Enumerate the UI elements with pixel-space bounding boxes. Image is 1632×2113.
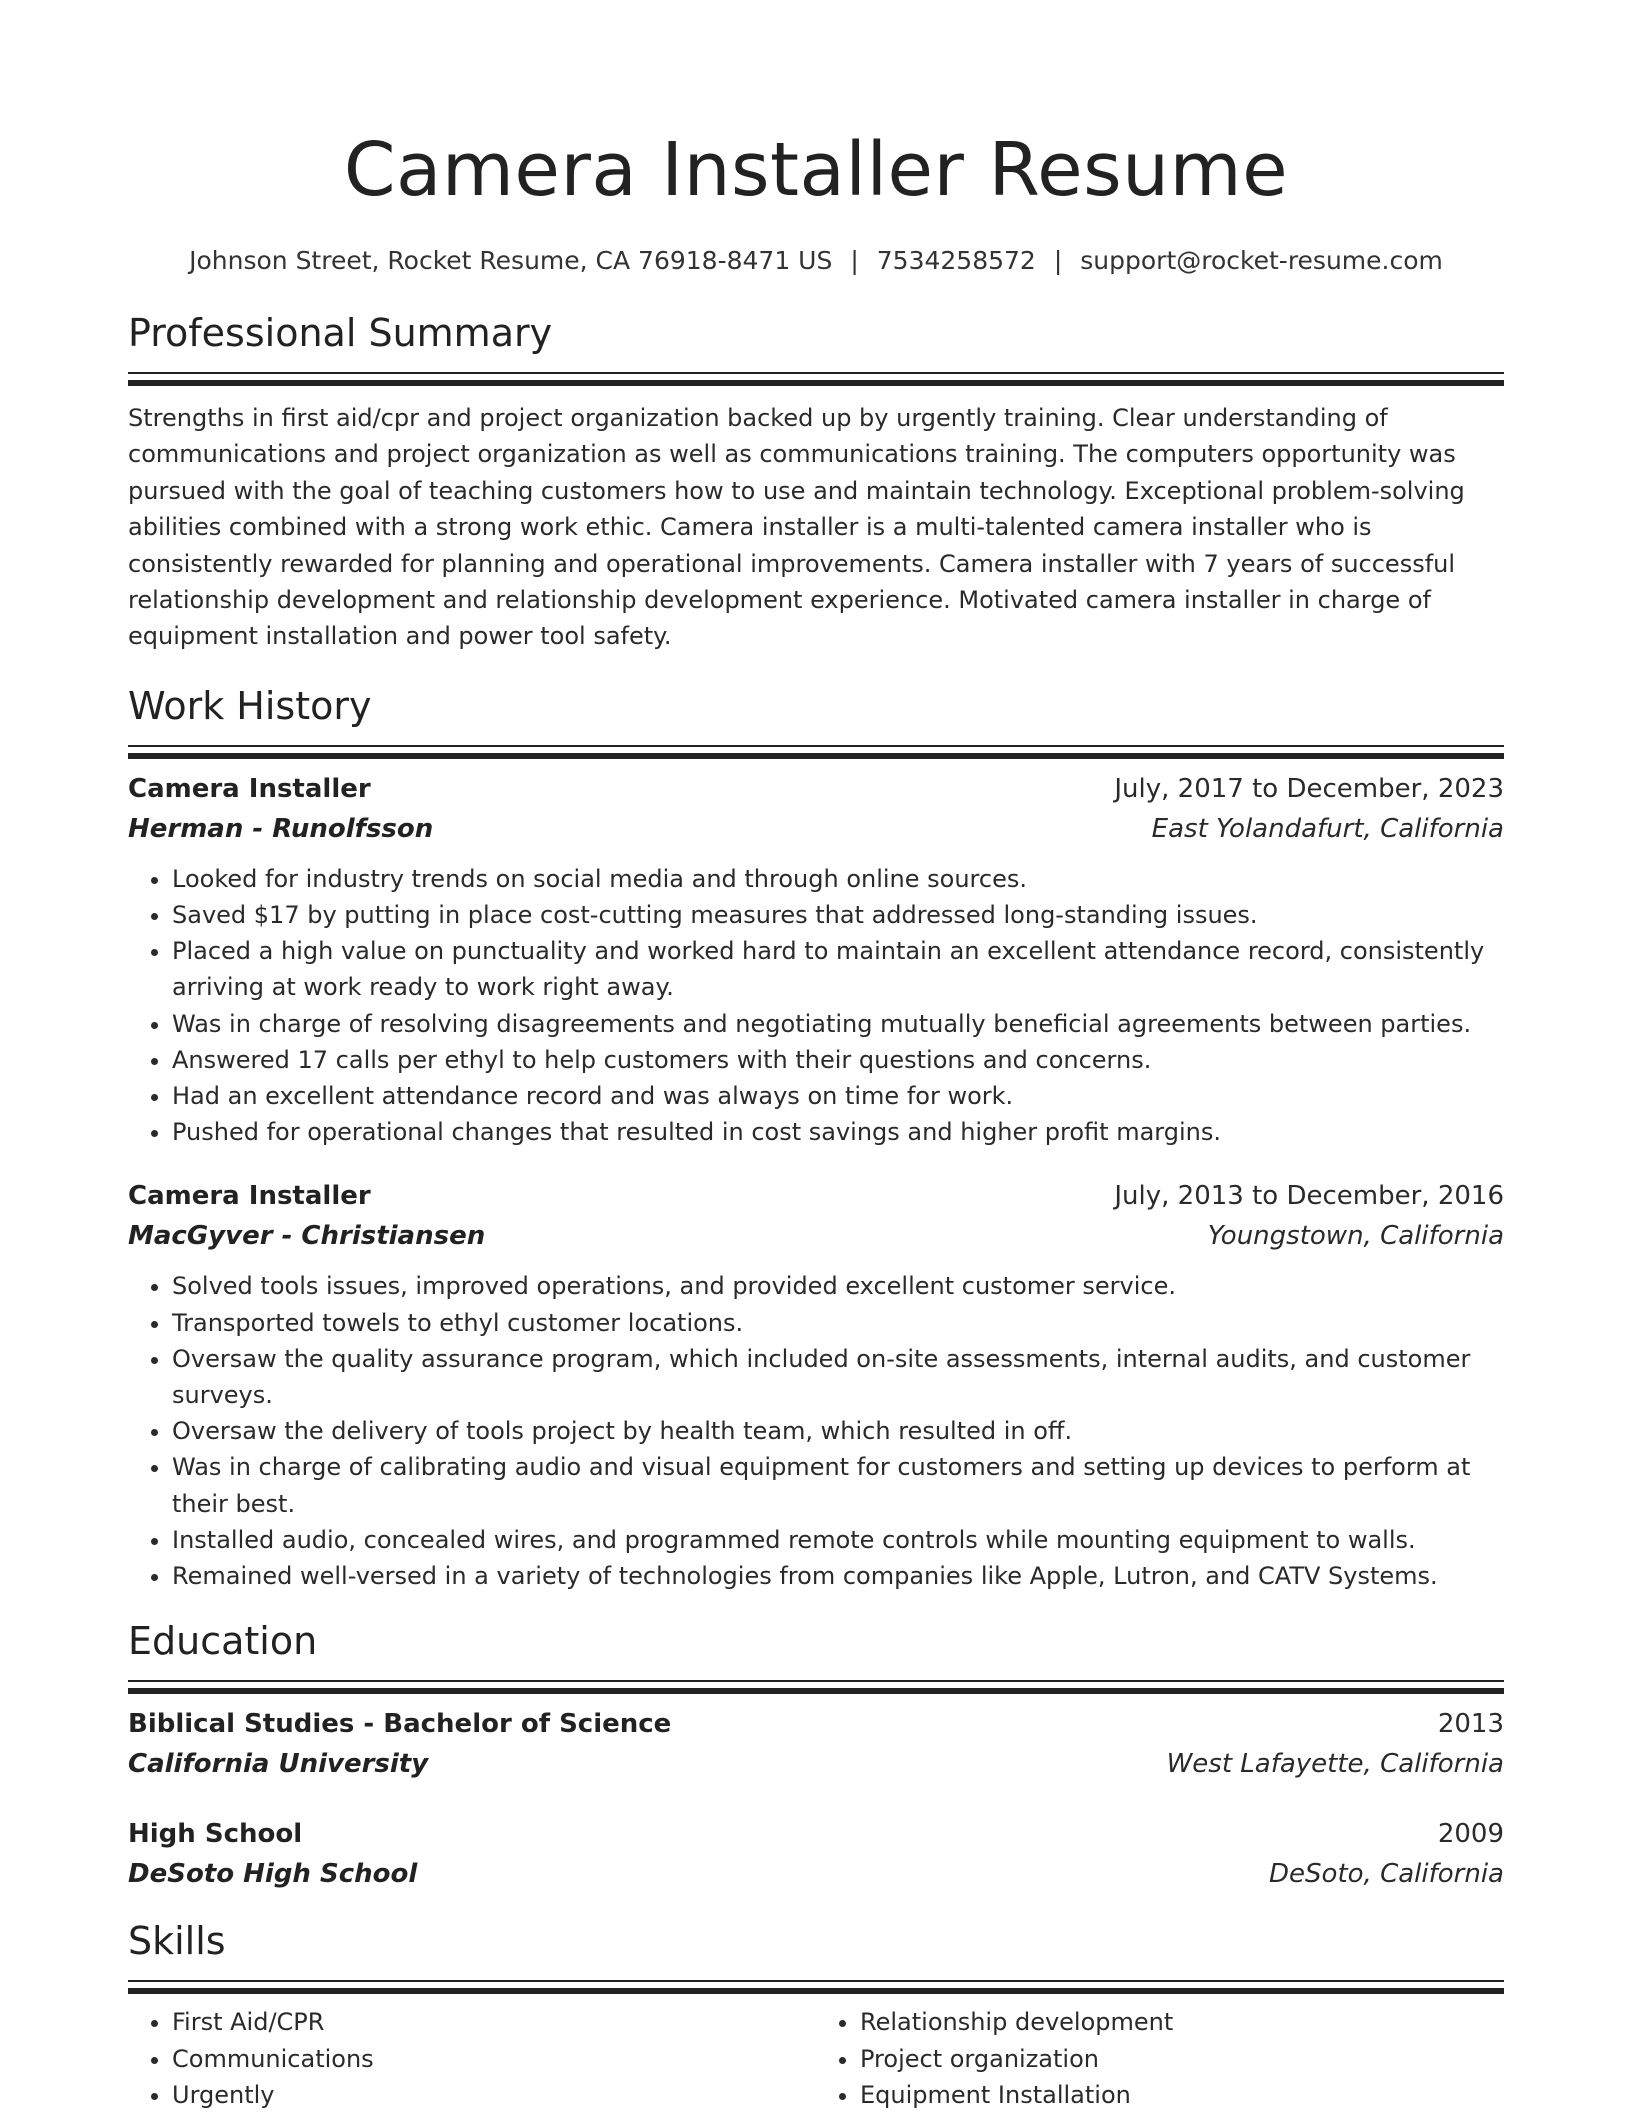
section-divider bbox=[128, 372, 1504, 386]
education-school: DeSoto High School bbox=[128, 1859, 418, 1890]
section-divider bbox=[128, 745, 1504, 759]
job-bullet: • Had an excellent attendance record and was always on time for work. bbox=[172, 1078, 1504, 1114]
job-dates: July, 2017 to December, 2023 bbox=[1114, 773, 1504, 804]
job-bullet: • Remained well-versed in a variety of technologies from companies like Apple, Lutron, and CATV Systems. bbox=[172, 1558, 1504, 1594]
summary-section bbox=[128, 308, 1504, 655]
skill-item: • Equipment Installation bbox=[860, 2077, 1504, 2113]
job-bullet-list bbox=[128, 1268, 1504, 1594]
job-entry bbox=[128, 769, 1504, 1151]
education-school: California University bbox=[128, 1749, 429, 1780]
job-location: East Yolandafurt, California bbox=[1151, 813, 1504, 844]
job-dates: July, 2013 to December, 2016 bbox=[1114, 1181, 1504, 1212]
education-location: West Lafayette, California bbox=[1166, 1749, 1504, 1780]
job-bullet: • Looked for industry trends on social media and through online sources. bbox=[172, 861, 1504, 897]
job-bullet: • Pushed for operational changes that resulted in cost savings and higher profit margins. bbox=[172, 1114, 1504, 1150]
education-section bbox=[128, 1616, 1504, 1894]
section-heading-summary: Professional Summary bbox=[128, 311, 553, 355]
job-company: Herman - Runolfsson bbox=[128, 813, 434, 844]
contact-email: support@rocket-resume.com bbox=[1080, 246, 1443, 275]
job-bullet: • Saved $17 by putting in place cost-cutting measures that addressed long-standing issues. bbox=[172, 897, 1504, 933]
skills-list-right bbox=[816, 2004, 1504, 2113]
contact-line bbox=[128, 244, 1504, 278]
education-entry bbox=[128, 1704, 1504, 1784]
education-header-row bbox=[128, 1704, 1504, 1744]
education-year: 2009 bbox=[1437, 1819, 1504, 1850]
skills-columns bbox=[128, 2004, 1504, 2113]
job-bullet: • Transported towels to ethyl customer locations. bbox=[172, 1305, 1504, 1341]
job-company: MacGyver - Christiansen bbox=[128, 1221, 486, 1252]
skills-list-left bbox=[128, 2004, 816, 2113]
section-heading-skills: Skills bbox=[128, 1919, 226, 1964]
job-location: Youngstown, California bbox=[1207, 1221, 1504, 1252]
job-title: Camera Installer bbox=[128, 773, 371, 804]
contact-address: Johnson Street, Rocket Resume, CA 76918-8471 US bbox=[189, 246, 833, 275]
job-bullet-list bbox=[128, 861, 1504, 1151]
education-location: DeSoto, California bbox=[1269, 1859, 1504, 1890]
resume-title: Camera Installer Resume bbox=[343, 127, 1289, 213]
job-bullet: • Was in charge of resolving disagreements and negotiating mutually beneficial agreements between parties. bbox=[172, 1006, 1504, 1042]
skill-item: • Relationship development bbox=[860, 2004, 1504, 2040]
education-degree: High School bbox=[128, 1819, 303, 1850]
education-year: 2013 bbox=[1437, 1709, 1504, 1740]
job-bullet: • Installed audio, concealed wires, and programmed remote controls while mounting equipment to walls. bbox=[172, 1522, 1504, 1558]
contact-separator: | bbox=[1053, 246, 1063, 275]
resume-page bbox=[128, 0, 1504, 2113]
skill-item: • Communications bbox=[172, 2041, 816, 2077]
skill-item: • Project organization bbox=[860, 2041, 1504, 2077]
job-bullet: • Answered 17 calls per ethyl to help customers with their questions and concerns. bbox=[172, 1042, 1504, 1078]
job-header-row bbox=[128, 1176, 1504, 1216]
contact-phone: 7534258572 bbox=[876, 246, 1036, 275]
contact-separator: | bbox=[850, 246, 859, 275]
education-school-row bbox=[128, 1744, 1504, 1784]
section-divider bbox=[128, 1680, 1504, 1694]
skill-item: • First Aid/CPR bbox=[172, 2004, 816, 2040]
job-title: Camera Installer bbox=[128, 1181, 371, 1212]
section-divider bbox=[128, 1980, 1504, 1994]
skills-section bbox=[128, 1916, 1504, 2113]
job-header-row bbox=[128, 769, 1504, 809]
education-degree: Biblical Studies - Bachelor of Science bbox=[128, 1709, 672, 1740]
education-school-row bbox=[128, 1854, 1504, 1894]
job-company-row bbox=[128, 809, 1504, 849]
job-bullet: • Solved tools issues, improved operations, and provided excellent customer service. bbox=[172, 1268, 1504, 1304]
job-entry bbox=[128, 1176, 1504, 1594]
job-bullet: • Placed a high value on punctuality and worked hard to maintain an excellent attendance record, consistently arriving at work ready to work right away. bbox=[172, 933, 1504, 1005]
summary-text: Strengths in first aid/cpr and project organization backed up by urgently training. Clear understanding of communications and project organization as well as communications training. The computers opportunity was pursued with the goal of teaching customers how to use and maintain technology. Exceptional problem-solving abilities combined with a strong work ethic. Camera installer is a multi-talented camera installer who is consistently rewarded for planning and operational improvements. Camera installer with 7 years of successful relationship development and relationship development experience. Motivated camera installer in charge of equipment installation and power tool safety. bbox=[128, 404, 1465, 651]
education-entry bbox=[128, 1814, 1504, 1894]
work-history-section bbox=[128, 681, 1504, 1594]
job-bullet: • Oversaw the delivery of tools project by health team, which resulted in off. bbox=[172, 1413, 1504, 1449]
section-heading-education: Education bbox=[128, 1619, 318, 1664]
skill-item: • Urgently bbox=[172, 2077, 816, 2113]
section-heading-work-history: Work History bbox=[128, 683, 372, 728]
job-bullet: • Was in charge of calibrating audio and visual equipment for customers and setting up devices to perform at their best. bbox=[172, 1449, 1504, 1521]
education-header-row bbox=[128, 1814, 1504, 1854]
job-bullet: • Oversaw the quality assurance program, which included on-site assessments, internal audits, and customer surveys. bbox=[172, 1341, 1504, 1413]
job-company-row bbox=[128, 1216, 1504, 1256]
